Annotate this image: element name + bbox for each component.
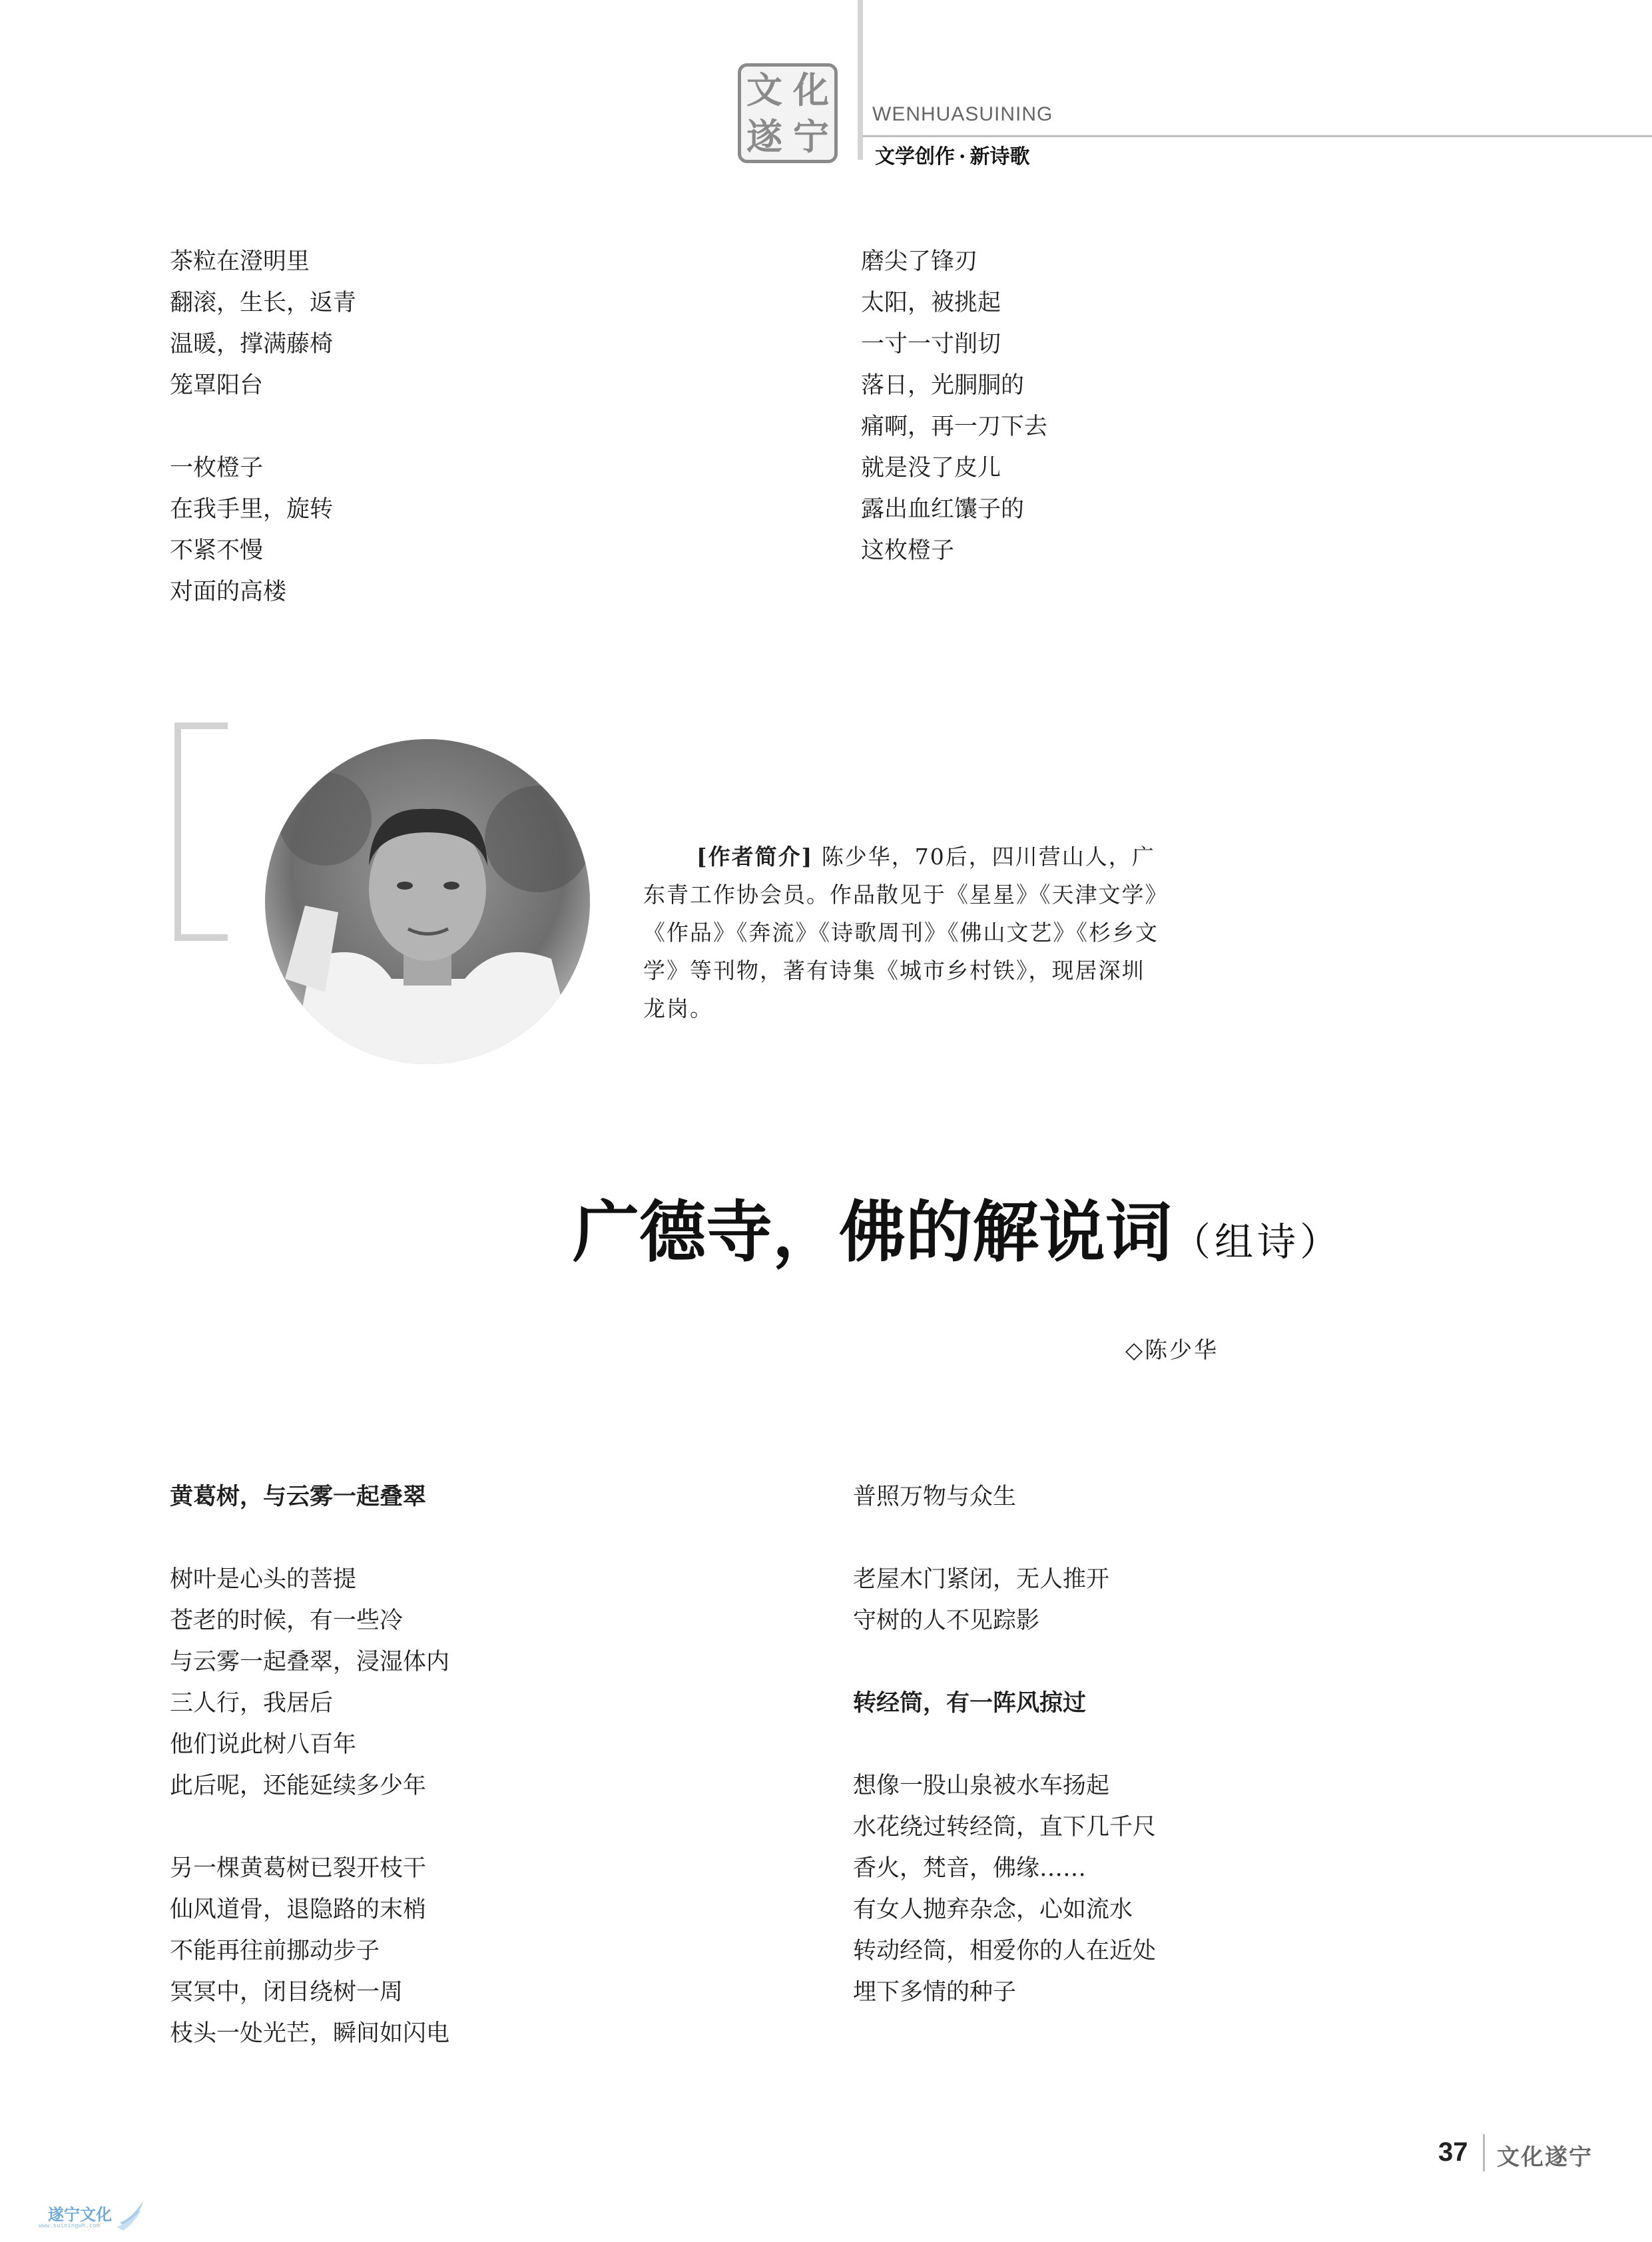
poem-line: 他们说此树八百年 — [170, 1731, 357, 1758]
poem-line: 枝头一处光芒，瞬间如闪电 — [170, 2020, 450, 2047]
poem-line: 老屋木门紧闭，无人推开 — [853, 1566, 1110, 1593]
poem-top-right-column — [861, 241, 1047, 571]
article-subtitle: （组诗） — [1172, 1219, 1343, 1264]
logo-char: 宁 — [793, 115, 829, 158]
poem-line: 苍老的时候，有一些冷 — [170, 1607, 404, 1634]
article-author — [1125, 1332, 1219, 1364]
poem-line: 仙风道骨，退隐路的末梢 — [170, 1896, 427, 1923]
poem-line: 一寸一寸削切 — [861, 331, 1001, 358]
header-pinyin: WENHUASUINING — [872, 103, 1053, 125]
footer-magazine-name: 文化遂宁 — [1497, 2144, 1593, 2171]
stanza-break — [170, 406, 356, 447]
poem-line: 与云雾一起叠翠，浸湿体内 — [170, 1649, 450, 1675]
stanza-break — [170, 1807, 449, 1848]
stanza-break — [853, 1518, 1156, 1559]
watermark-text: 遂宁文化 — [48, 2205, 112, 2224]
poem-line: 想像一股山泉被水车扬起 — [853, 1773, 1110, 1799]
logo-char: 文 — [746, 69, 782, 111]
poem-line: 不紧不慢 — [170, 537, 264, 564]
diamond-icon: ◇ — [1125, 1337, 1145, 1364]
poem-line: 树叶是心头的菩提 — [170, 1566, 357, 1593]
page-number: 37 — [1438, 2137, 1468, 2167]
header-horizontal-rule — [863, 135, 1652, 137]
poem-line: 一枚橙子 — [170, 455, 264, 481]
poem-line: 此后呢，还能延续多少年 — [170, 1773, 427, 1799]
section-name: 文学创作 — [875, 145, 955, 168]
poem-line: 另一棵黄葛树已裂开枝干 — [170, 1855, 427, 1882]
poem-line: 笼罩阳台 — [170, 372, 264, 399]
poem-line: 在我手里，旋转 — [170, 496, 334, 523]
poem-line: 露出血红馕子的 — [861, 496, 1025, 523]
author-photo — [265, 739, 590, 1064]
header-vertical-rule — [858, 0, 863, 160]
poem-line: 太阳，被挑起 — [861, 290, 1001, 316]
poem-line: 这枚橙子 — [861, 537, 955, 564]
poem-line: 埋下多情的种子 — [853, 1979, 1017, 2006]
section-heading: 黄葛树，与云雾一起叠翠 — [170, 1483, 427, 1510]
poem-line: 普照万物与众生 — [853, 1484, 1017, 1510]
poem-line: 翻滚，生长，返青 — [170, 290, 357, 316]
bio-bracket-decoration — [174, 722, 228, 941]
poem-line: 落日，光胴胴的 — [861, 372, 1025, 399]
poem-line: 不能再往前挪动步子 — [170, 1938, 380, 1964]
poem-line: 对面的高楼 — [170, 579, 287, 605]
section-separator: · — [959, 145, 966, 168]
poem-bottom-left-column — [170, 1476, 449, 2054]
author-name: 陈少华 — [1145, 1337, 1219, 1364]
author-bio — [643, 838, 1163, 1027]
title-text: 广德寺，佛的解说词 — [573, 1193, 1172, 1271]
poem-line: 有女人抛弃杂念，心如流水 — [853, 1896, 1133, 1923]
watermark-url: www.suiningwh.com — [39, 2223, 101, 2229]
section-heading: 转经筒，有一阵风掠过 — [853, 1689, 1087, 1717]
author-portrait-illustration — [265, 739, 590, 1064]
bio-label: [作者简介] — [696, 844, 814, 870]
magazine-logo-seal — [738, 63, 838, 163]
header-section-label — [875, 140, 1029, 169]
poem-bottom-right-column — [853, 1476, 1156, 2013]
bio-text: 陈少华，70后，四川营山人，广东青工作协会员。作品散见于《星星》《天津文学》《作品》《奔流》《诗歌周刊》《佛山文艺》《杉乡文学》等刊物，著有诗集《城市乡村铁》，现居深圳龙岗。 — [643, 844, 1159, 1021]
poem-line: 守树的人不见踪影 — [853, 1607, 1040, 1634]
poem-line: 香火，梵音，佛缘…… — [853, 1855, 1087, 1882]
logo-char: 遂 — [746, 115, 782, 158]
poem-line: 温暖，撑满藤椅 — [170, 331, 334, 358]
poem-line: 就是没了皮儿 — [861, 455, 1001, 481]
article-title — [573, 1193, 1343, 1271]
poem-line: 转动经筒，相爱你的人在近处 — [853, 1938, 1157, 1964]
stanza-break — [853, 1724, 1156, 1765]
poem-line: 磨尖了锋刃 — [861, 248, 978, 275]
poem-line: 痛啊，再一刀下去 — [861, 414, 1048, 440]
subsection-name: 新诗歌 — [969, 145, 1030, 168]
poem-line: 冥冥中，闭目绕树一周 — [170, 1979, 404, 2006]
logo-char: 化 — [793, 69, 829, 111]
stanza-break — [853, 1641, 1156, 1683]
poem-line: 水花绕过转经筒，直下几千尺 — [853, 1814, 1157, 1840]
footer-divider — [1483, 2134, 1485, 2171]
poem-top-left-column — [170, 241, 356, 613]
poem-line: 茶粒在澄明里 — [170, 248, 310, 275]
poem-line: 三人行，我居后 — [170, 1690, 334, 1717]
stanza-break — [170, 1518, 449, 1559]
